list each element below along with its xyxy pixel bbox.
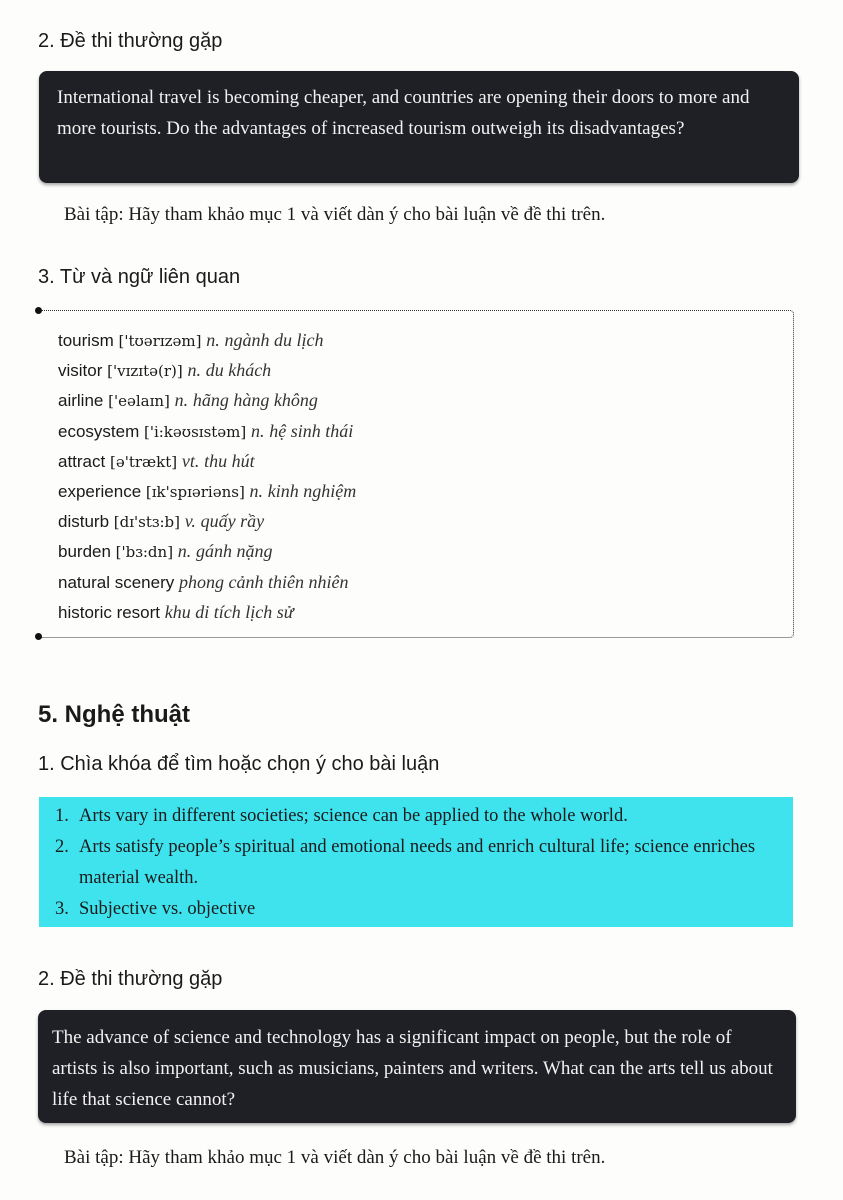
arts-keys-box [39, 797, 793, 927]
vocab-pos: n. [177, 541, 192, 562]
vocab-meaning: gánh nặng [196, 541, 273, 562]
vocab-ipa: [ə'trækt] [109, 452, 178, 471]
vocab-word: disturb [58, 512, 110, 532]
tourism-exam-prompt-box [39, 71, 799, 183]
list-item [55, 832, 777, 894]
vocab-meaning: kinh nghiệm [267, 480, 357, 501]
vocab-meaning: hãng hàng không [192, 390, 318, 411]
vocab-item [58, 446, 356, 476]
list-item [55, 801, 777, 832]
vocab-meaning: ngành du lịch [224, 330, 324, 350]
vocab-word: visitor [58, 361, 103, 381]
vocab-pos: n. [187, 360, 201, 381]
vocab-item [58, 567, 356, 597]
vocab-item [58, 325, 356, 355]
arts-exam-heading: 2. Đề thi thường gặp [38, 968, 223, 990]
vocab-ipa: ['eəlaɪn] [108, 392, 170, 411]
vocab-list [58, 325, 356, 627]
vocab-word: experience [58, 481, 142, 501]
tourism-exercise-text: Hãy tham khảo mục 1 và viết dàn ý cho bài luận về đề thi trên. [128, 204, 606, 225]
vocab-pos: n. [251, 420, 265, 441]
vocab-item [58, 355, 356, 385]
vocab-word: ecosystem [58, 421, 140, 441]
list-item [55, 894, 777, 925]
vocab-ipa: ['i:kəʊsɪstəm] [143, 422, 247, 441]
vocab-ipa: [ɪk'spɪəriəns] [145, 482, 245, 501]
list-item-number: 1. [55, 806, 69, 826]
arts-exercise [64, 1147, 605, 1169]
vocab-meaning: thu hút [204, 450, 255, 471]
tourism-exam-prompt: International travel is becoming cheaper, and countries are opening their doors to more and more tourists. Do the advantages of increased tourism outweigh its disadvantages? [57, 87, 750, 139]
vocab-ipa: ['vɪzɪtə(r)] [107, 362, 183, 381]
vocab-item [58, 536, 356, 566]
list-item-text: Arts vary in different societies; science can be applied to the whole world. [79, 806, 628, 826]
list-item-number: 2. [55, 837, 69, 857]
vocab-meaning: khu di tích lịch sử [164, 601, 294, 622]
vocab-item [58, 597, 356, 627]
vocab-heading: 3. Từ và ngữ liên quan [38, 266, 241, 288]
vocab-pos: n. [206, 330, 220, 350]
vocab-meaning: phong cảnh thiên nhiên [178, 571, 349, 592]
vocab-meaning: du khách [205, 360, 272, 381]
vocab-pos: n. [249, 480, 264, 501]
arts-keys-heading: 1. Chìa khóa để tìm hoặc chọn ý cho bài luận [38, 753, 440, 775]
vocab-word: natural scenery [58, 572, 175, 592]
vocab-item [58, 385, 356, 415]
vocab-ipa: ['bɜ:dn] [115, 543, 174, 562]
vocab-ipa: ['tʊərɪzəm] [118, 332, 202, 350]
bullet-dot-icon [35, 633, 42, 640]
list-item-number: 3. [55, 899, 69, 919]
vocab-item [58, 506, 356, 536]
vocab-word: historic resort [58, 602, 161, 622]
tourism-exercise [64, 204, 605, 226]
arts-keys-list [55, 801, 777, 925]
vocab-word: attract [58, 451, 106, 471]
vocab-meaning: quấy rầy [200, 511, 265, 532]
tourism-exam-heading: 2. Đề thi thường gặp [38, 30, 223, 52]
bullet-dot-icon [35, 307, 42, 314]
tourism-exercise-label: Bài tập: [64, 204, 124, 225]
vocab-item [58, 416, 356, 446]
vocab-box [38, 310, 794, 638]
vocab-word: tourism [58, 331, 114, 350]
vocab-word: burden [58, 542, 111, 562]
vocab-meaning: hệ sinh thái [269, 420, 354, 441]
arts-exam-prompt: The advance of science and technology has a significant impact on people, but the role of artists is also important, such as musicians, painters and writers. What can the arts tell us about life that science cannot? [52, 1027, 773, 1110]
vocab-pos: n. [174, 390, 189, 411]
list-item-text: Arts satisfy people’s spiritual and emotional needs and enrich cultural life; science enriches material wealth. [79, 837, 756, 888]
arts-exam-prompt-box [38, 1010, 796, 1123]
vocab-ipa: [dɪ'stɜ:b] [113, 513, 181, 532]
vocab-pos: vt. [181, 450, 200, 471]
vocab-pos: v. [184, 511, 196, 532]
arts-exercise-label: Bài tập: [64, 1147, 124, 1168]
vocab-item [58, 476, 356, 506]
arts-exercise-text: Hãy tham khảo mục 1 và viết dàn ý cho bài luận về đề thi trên. [128, 1147, 606, 1168]
list-item-text: Subjective vs. objective [79, 899, 256, 919]
vocab-word: airline [58, 391, 104, 411]
arts-section-title: 5. Nghệ thuật [38, 701, 191, 728]
